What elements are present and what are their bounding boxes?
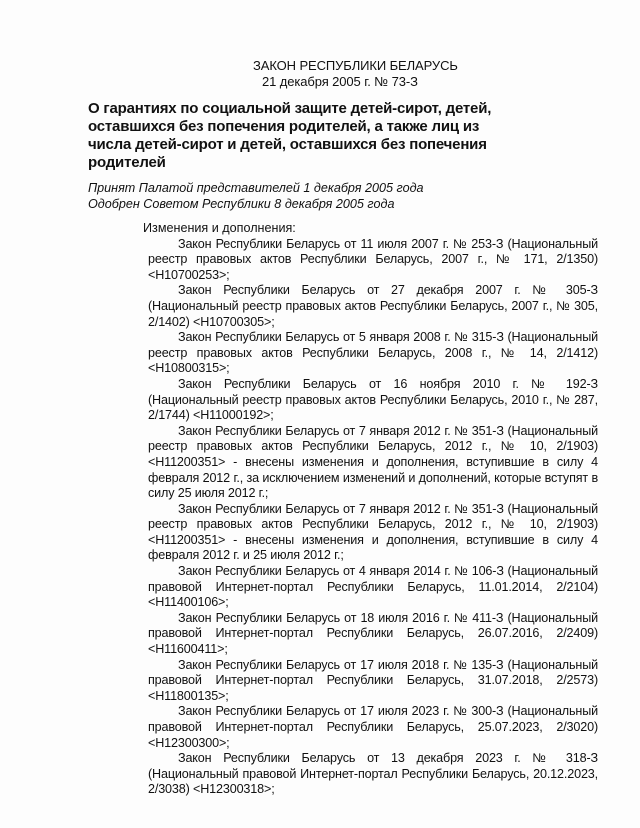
adoption-info xyxy=(88,180,424,212)
amendment-item: Закон Республики Беларусь от 7 января 2012 г. № 351-З (Национальный реестр правовых актов Республики Беларусь, 2012 г., № 10, 2/1903) <H11200351> - внесены изменения и дополнения, вступившие в силу 4 февраля 2012 г. и 25 июля 2012 г.; xyxy=(148,501,598,563)
law-type-heading: ЗАКОН РЕСПУБЛИКИ БЕЛАРУСЬ xyxy=(253,58,458,73)
amendments-section xyxy=(143,221,598,798)
amendment-item: Закон Республики Беларусь от 17 июля 2018 г. № 135-З (Национальный правовой Интернет-портал Республики Беларусь, 31.07.2018, 2/2573) <H11800135>; xyxy=(148,657,598,703)
amendment-item: Закон Республики Беларусь от 18 июля 2016 г. № 411-З (Национальный правовой Интернет-портал Республики Беларусь, 26.07.2016, 2/2409) <H11600411>; xyxy=(148,610,598,657)
law-title: О гарантиях по социальной защите детей-сирот, детей, оставшихся без попечения родителей, а также лиц из числа детей-сирот и детей, оставшихся без попечения родителей xyxy=(88,100,492,171)
amendment-item: Закон Республики Беларусь от 17 июля 2023 г. № 300-З (Национальный правовой Интернет-портал Республики Беларусь, 25.07.2023, 2/3020) <H12300300>; xyxy=(148,704,598,750)
law-date-number: 21 декабря 2005 г. № 73-З xyxy=(262,74,418,89)
amendment-item: Закон Республики Беларусь от 13 декабря 2023 г. № 318-З (Национальный правовой Интернет-портал Республики Беларусь, 20.12.2023, 2/3038) <H12300318>; xyxy=(148,751,598,797)
amendment-item: Закон Республики Беларусь от 5 января 2008 г. № 315-З (Национальный реестр правовых актов Республики Беларусь, 2008 г., № 14, 2/1412) <H10800315>; xyxy=(148,330,598,376)
amendment-item: Закон Республики Беларусь от 27 декабря 2007 г. № 305-З (Национальный реестр правовых актов Республики Беларусь, 2007 г., № 305, 2/1402) <H10700305>; xyxy=(148,283,598,329)
amendment-item: Закон Республики Беларусь от 11 июля 2007 г. № 253-З (Национальный реестр правовых актов Республики Беларусь, 2007 г., № 171, 2/1350) <H10700253>; xyxy=(148,236,598,282)
approved-line: Одобрен Советом Республики 8 декабря 2005 года xyxy=(88,197,395,211)
amendment-item: Закон Республики Беларусь от 16 ноября 2010 г. № 192-З (Национальный реестр правовых актов Республики Беларусь, 2010 г., № 287, 2/1744) <H11000192>; xyxy=(148,376,598,423)
amendment-item: Закон Республики Беларусь от 7 января 2012 г. № 351-З (Национальный реестр правовых актов Республики Беларусь, 2012 г., № 10, 2/1903) <H11200351> - внесены изменения и дополнения, вступившие в силу 4 февраля 2012 г., за исключением изменений и дополнений, которые вступят в силу 25 июля 2012 г.; xyxy=(148,423,598,501)
amendments-heading: Изменения и дополнения: xyxy=(143,221,296,235)
amendment-item: Закон Республики Беларусь от 4 января 2014 г. № 106-З (Национальный правовой Интернет-портал Республики Беларусь, 11.01.2014, 2/2104) <H11400106>; xyxy=(148,564,598,610)
adopted-line: Принят Палатой представителей 1 декабря 2005 года xyxy=(88,181,424,195)
